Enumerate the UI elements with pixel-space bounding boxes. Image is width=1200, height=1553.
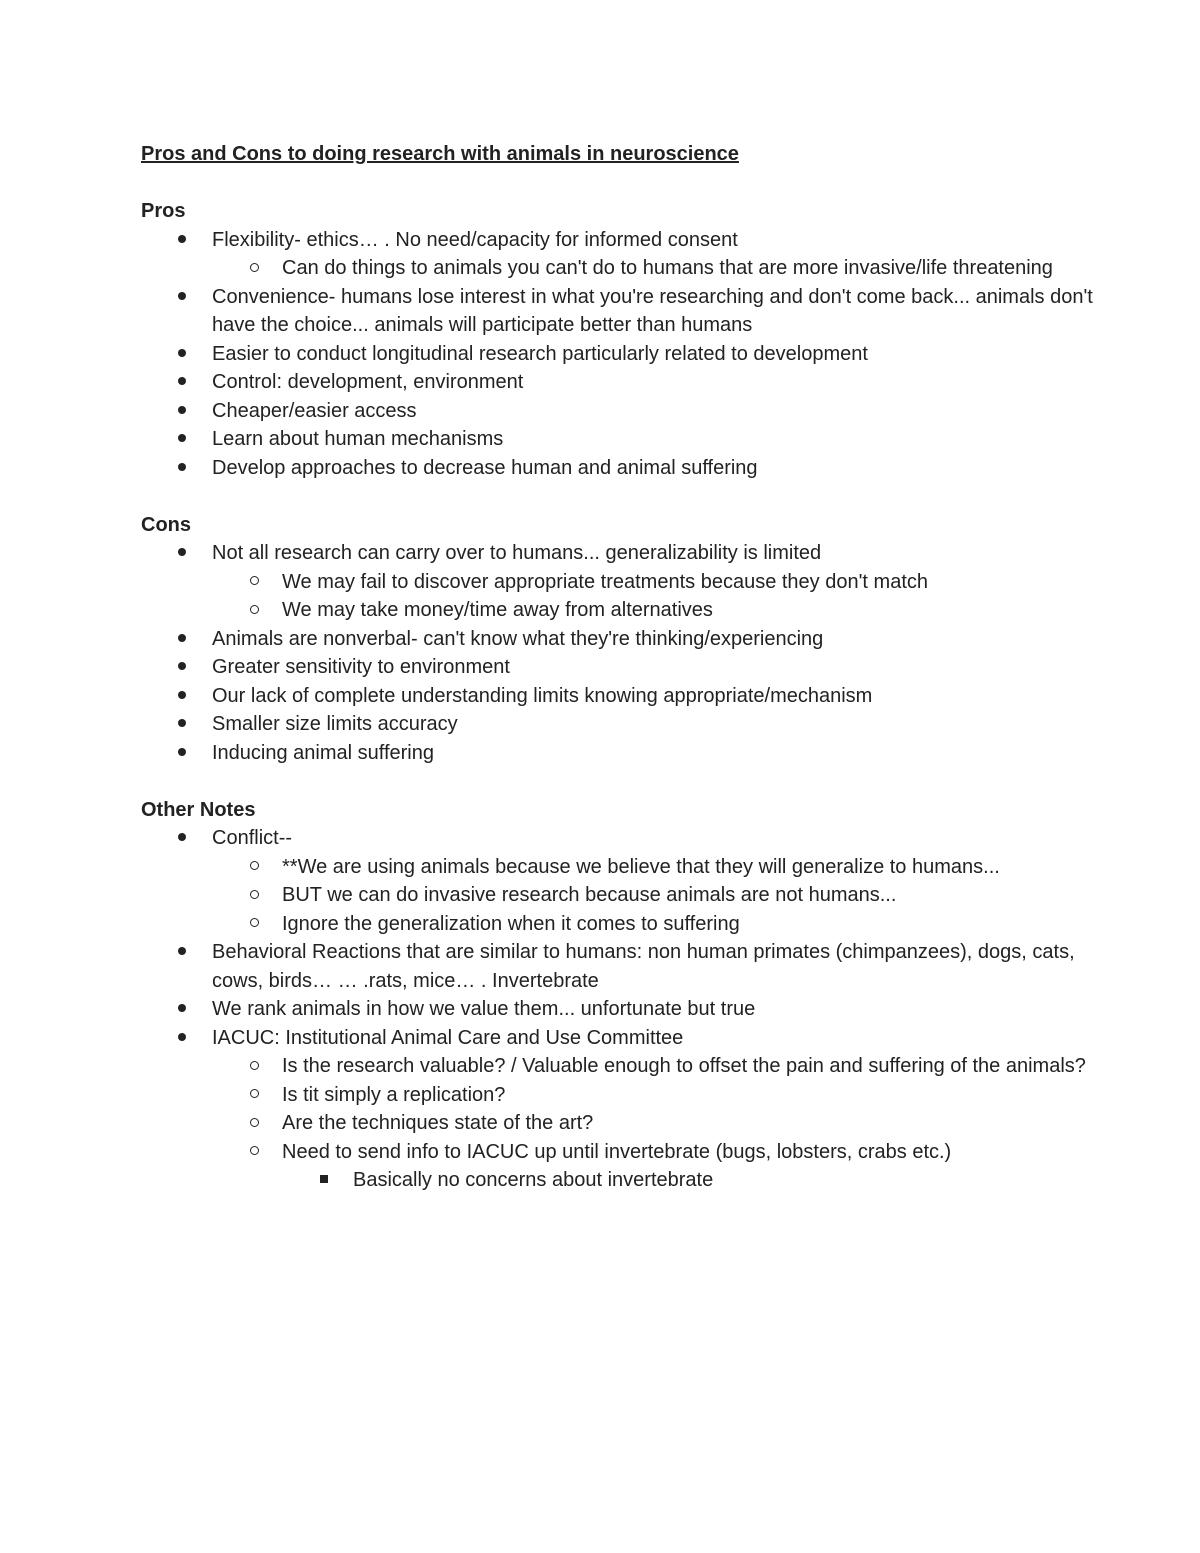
list-item: We may fail to discover appropriate treatments because they don't match xyxy=(141,568,1101,597)
list-item: Not all research can carry over to humans... generalizability is limited xyxy=(141,539,1101,568)
bullet-square-icon xyxy=(314,1166,334,1195)
bullet-ring-icon xyxy=(244,1138,264,1167)
other-notes-list xyxy=(141,824,1101,1195)
document-page xyxy=(141,140,1101,1195)
list-item: Flexibility- ethics… . No need/capacity for informed consent xyxy=(141,226,1101,255)
list-item: Animals are nonverbal- can't know what they're thinking/experiencing xyxy=(141,625,1101,654)
bullet-ring-icon xyxy=(244,910,264,939)
bullet-ring-icon xyxy=(244,1052,264,1081)
bullet-dot-icon xyxy=(172,824,192,853)
list-item: IACUC: Institutional Animal Care and Use Committee xyxy=(141,1024,1101,1053)
bullet-ring-icon xyxy=(244,254,264,283)
bullet-ring-icon xyxy=(244,596,264,625)
bullet-dot-icon xyxy=(172,739,192,768)
bullet-dot-icon xyxy=(172,454,192,483)
list-item: Control: development, environment xyxy=(141,368,1101,397)
bullet-dot-icon xyxy=(172,425,192,454)
list-item: Smaller size limits accuracy xyxy=(141,710,1101,739)
spacer xyxy=(141,767,1101,796)
list-item: Cheaper/easier access xyxy=(141,397,1101,426)
bullet-ring-icon xyxy=(244,1109,264,1138)
bullet-dot-icon xyxy=(172,539,192,568)
bullet-ring-icon xyxy=(244,881,264,910)
bullet-ring-icon xyxy=(244,568,264,597)
list-item: Learn about human mechanisms xyxy=(141,425,1101,454)
bullet-ring-icon xyxy=(244,853,264,882)
list-item: Conflict-- xyxy=(141,824,1101,853)
bullet-dot-icon xyxy=(172,710,192,739)
pros-list xyxy=(141,226,1101,483)
list-item: Develop approaches to decrease human and animal suffering xyxy=(141,454,1101,483)
list-item: Easier to conduct longitudinal research particularly related to development xyxy=(141,340,1101,369)
bullet-dot-icon xyxy=(172,625,192,654)
list-item: Is the research valuable? / Valuable enough to offset the pain and suffering of the animals? xyxy=(141,1052,1101,1081)
spacer xyxy=(141,482,1101,511)
bullet-dot-icon xyxy=(172,682,192,711)
list-item: We rank animals in how we value them... unfortunate but true xyxy=(141,995,1101,1024)
bullet-dot-icon xyxy=(172,283,192,312)
bullet-dot-icon xyxy=(172,397,192,426)
list-item: **We are using animals because we believe that they will generalize to humans... xyxy=(141,853,1101,882)
list-item: Inducing animal suffering xyxy=(141,739,1101,768)
list-item: Greater sensitivity to environment xyxy=(141,653,1101,682)
list-item: Is tit simply a replication? xyxy=(141,1081,1101,1110)
list-item: BUT we can do invasive research because animals are not humans... xyxy=(141,881,1101,910)
bullet-dot-icon xyxy=(172,938,192,967)
other-notes-heading: Other Notes xyxy=(141,798,256,821)
spacer xyxy=(141,169,1101,198)
pros-heading: Pros xyxy=(141,200,186,222)
list-item: Behavioral Reactions that are similar to humans: non human primates (chimpanzees), dogs, cats, cows, birds… … .rats, mice… . Invertebrate xyxy=(141,938,1101,995)
list-item: Our lack of complete understanding limits knowing appropriate/mechanism xyxy=(141,682,1101,711)
list-item: Are the techniques state of the art? xyxy=(141,1109,1101,1138)
bullet-dot-icon xyxy=(172,340,192,369)
bullet-dot-icon xyxy=(172,368,192,397)
bullet-dot-icon xyxy=(172,995,192,1024)
list-item: Basically no concerns about invertebrate xyxy=(141,1166,1101,1195)
bullet-dot-icon xyxy=(172,1024,192,1053)
bullet-dot-icon xyxy=(172,226,192,255)
cons-heading: Cons xyxy=(141,513,191,536)
list-item: Ignore the generalization when it comes to suffering xyxy=(141,910,1101,939)
document-title: Pros and Cons to doing research with animals in neuroscience xyxy=(141,143,739,165)
bullet-dot-icon xyxy=(172,653,192,682)
list-item: Need to send info to IACUC up until invertebrate (bugs, lobsters, crabs etc.) xyxy=(141,1138,1101,1167)
list-item: Can do things to animals you can't do to humans that are more invasive/life threatening xyxy=(141,254,1101,283)
list-item: Convenience- humans lose interest in what you're researching and don't come back... animals don't have the choice... animals will participate better than humans xyxy=(141,283,1101,340)
cons-list xyxy=(141,539,1101,767)
bullet-ring-icon xyxy=(244,1081,264,1110)
list-item: We may take money/time away from alternatives xyxy=(141,596,1101,625)
